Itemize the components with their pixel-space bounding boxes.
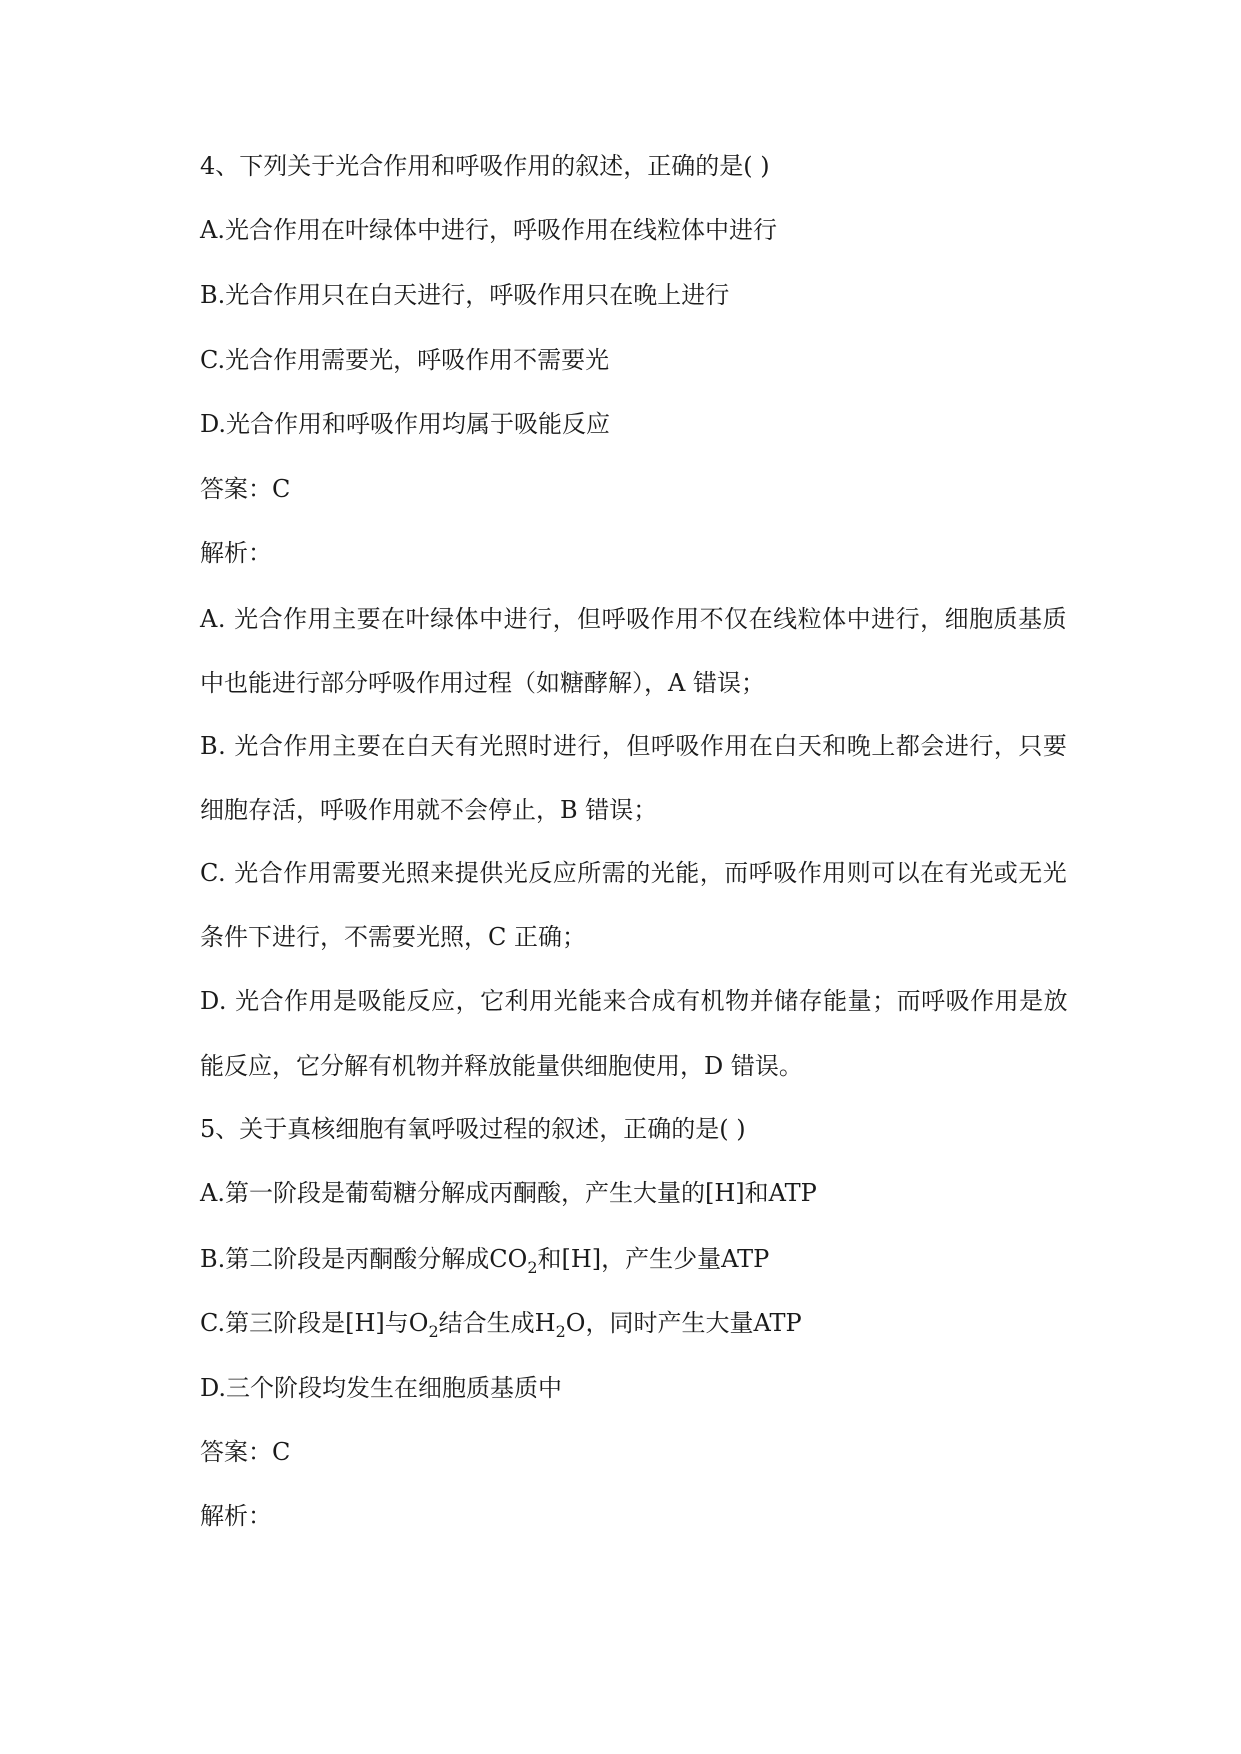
question-4-analysis-label: 解析：: [200, 539, 272, 567]
question-5-analysis-label: 解析：: [200, 1502, 272, 1530]
question-4-option-c: C.光合作用需要光，呼吸作用不需要光: [200, 346, 610, 374]
question-4-option-d: D.光合作用和呼吸作用均属于吸能反应: [200, 410, 611, 438]
question-4-answer: 答案：C: [200, 475, 291, 503]
question-5-option-a: A.第一阶段是葡萄糖分解成丙酮酸，产生大量的[H]和ATP: [200, 1179, 817, 1207]
analysis-line: A. 光合作用主要在叶绿体中进行，但呼吸作用不仅在线粒体中进行，细胞质基质: [200, 605, 1068, 633]
question-4-option-a: A.光合作用在叶绿体中进行，呼吸作用在线粒体中进行: [200, 216, 777, 244]
analysis-line: 中也能进行部分呼吸作用过程（如糖酵解），A 错误；: [200, 669, 765, 697]
analysis-line: B. 光合作用主要在白天有光照时进行，但呼吸作用在白天和晚上都会进行，只要: [200, 732, 1068, 760]
analysis-line: 条件下进行，不需要光照，C 正确；: [200, 923, 586, 951]
analysis-line: 细胞存活，呼吸作用就不会停止，B 错误；: [200, 796, 658, 824]
question-4-option-b: B.光合作用只在白天进行，呼吸作用只在晚上进行: [200, 281, 730, 309]
question-5-stem: 5、关于真核细胞有氧呼吸过程的叙述，正确的是( ): [200, 1115, 746, 1143]
analysis-line: 能反应，它分解有机物并释放能量供细胞使用，D 错误。: [200, 1052, 803, 1080]
question-4-stem: 4、下列关于光合作用和呼吸作用的叙述，正确的是( ): [200, 152, 770, 180]
question-5-option-b: B.第二阶段是丙酮酸分解成$CO_2$和[H]，产生少量ATP: [200, 1245, 770, 1277]
analysis-line: C. 光合作用需要光照来提供光反应所需的光能，而呼吸作用则可以在有光或无光: [200, 859, 1068, 887]
question-5-option-d: D.三个阶段均发生在细胞质基质中: [200, 1374, 563, 1402]
question-5-option-c: C.第三阶段是[H]与$O_2$结合生成$H_2O$，同时产生大量ATP: [200, 1309, 802, 1341]
question-5-answer: 答案：C: [200, 1438, 291, 1466]
analysis-line: D. 光合作用是吸能反应，它利用光能来合成有机物并储存能量；而呼吸作用是放: [200, 987, 1069, 1015]
